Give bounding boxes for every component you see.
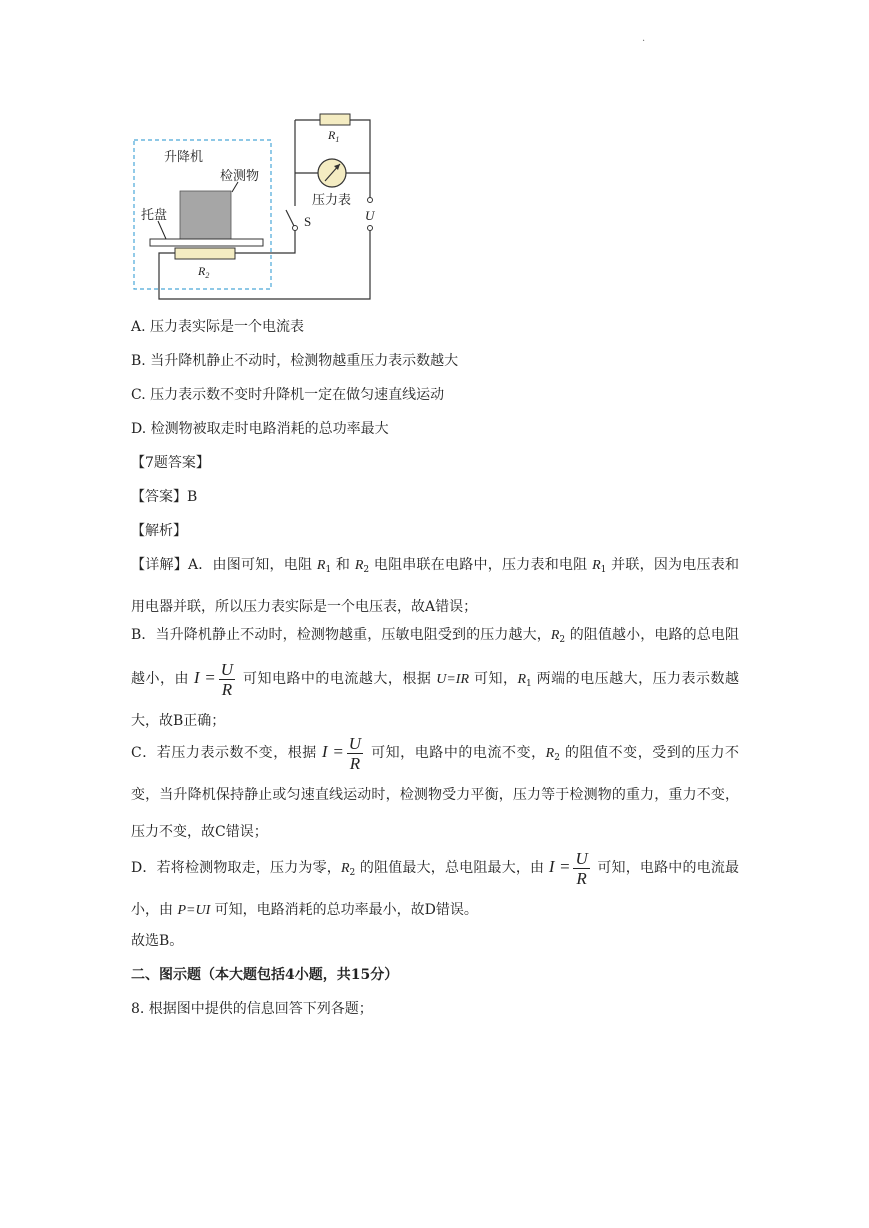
conclusion: 故选B。: [131, 933, 184, 949]
resistor-r1: [320, 114, 350, 125]
detected-object: [180, 191, 231, 239]
header-dot: ·: [642, 36, 646, 47]
question-8: 8. 根据图中提供的信息回答下列各题；: [131, 1001, 373, 1017]
formula-lhs: I =: [321, 742, 344, 761]
answer-heading: 【7题答案】: [131, 455, 210, 471]
tray-label: 托盘: [141, 208, 168, 223]
formula-lhs: I =: [548, 857, 571, 876]
meter-label: 压力表: [312, 193, 352, 208]
detail-c: C．若压力表示数不变，根据 I = $\frac{U}{R}$ 可知，电路中的电流不变，$R_2$ 的阻值不变，受到的压力不变，当升降机保持静止或匀速直线运动时，检测物受力平衡，压力等于检测物的重力，重力不变，压力不变，故C错误；: [131, 733, 740, 840]
option-d: D. 检测物被取走时电路消耗的总功率最大: [131, 421, 389, 437]
svg-text:R1: $R_1$: [328, 128, 340, 144]
section-title: 二、图示题（本大题包括4小题，共15分）: [131, 967, 399, 983]
detail-b: B．当升降机静止不动时，检测物越重，压敏电阻受到的压力越大，$R_2$ 的阻值越小，电路的总电阻越小，由 I = $\frac{U}{R}$ 可知电路中的电流越大，根据 U=IR 可知，$R_1$ 两端的电压越大，压力表示数越大，故B正确；: [131, 627, 739, 729]
formula-fraction: $\frac{U}{R}$: [348, 733, 362, 773]
svg-text:R2: $R_2$: [198, 264, 210, 280]
detail-a: 【详解】A．由图可知，电阻 $R_1$ 和 $R_2$ 电阻串联在电路中，压力表和电阻 $R_1$ 并联，因为电压表和用电器并联，所以压力表实际是一个电压表，故A错误；: [131, 557, 740, 615]
tray: [150, 239, 263, 246]
option-a: A. 压力表实际是一个电流表: [131, 319, 305, 335]
formula-fraction: $\frac{U}{R}$: [220, 659, 234, 699]
object-label: 检测物: [220, 169, 260, 184]
resistor-r2: [175, 248, 235, 259]
voltage-label: U: [365, 208, 375, 223]
formula-fraction: $\frac{U}{R}$: [575, 848, 588, 888]
answer-line: 【答案】B: [131, 489, 198, 505]
formula-lhs: I =: [193, 668, 216, 687]
option-b: B. 当升降机静止不动时，检测物越重压力表示数越大: [131, 353, 459, 369]
circuit-diagram: [128, 108, 388, 304]
analysis-heading: 【解析】: [131, 523, 187, 539]
detail-d: D．若将检测物取走，压力为零，$R_2$ 的阻值最大，总电阻最大，由 I = $\frac{U}{R}$ 可知，电路中的电流最小，由 P=UI 可知，电路消耗的总功率最小，故D错误。: [131, 848, 739, 918]
switch-label: S: [304, 214, 312, 229]
option-c: C. 压力表示数不变时升降机一定在做匀速直线运动: [131, 387, 445, 403]
elevator-label: 升降机: [164, 150, 204, 165]
switch-s: [286, 210, 295, 228]
